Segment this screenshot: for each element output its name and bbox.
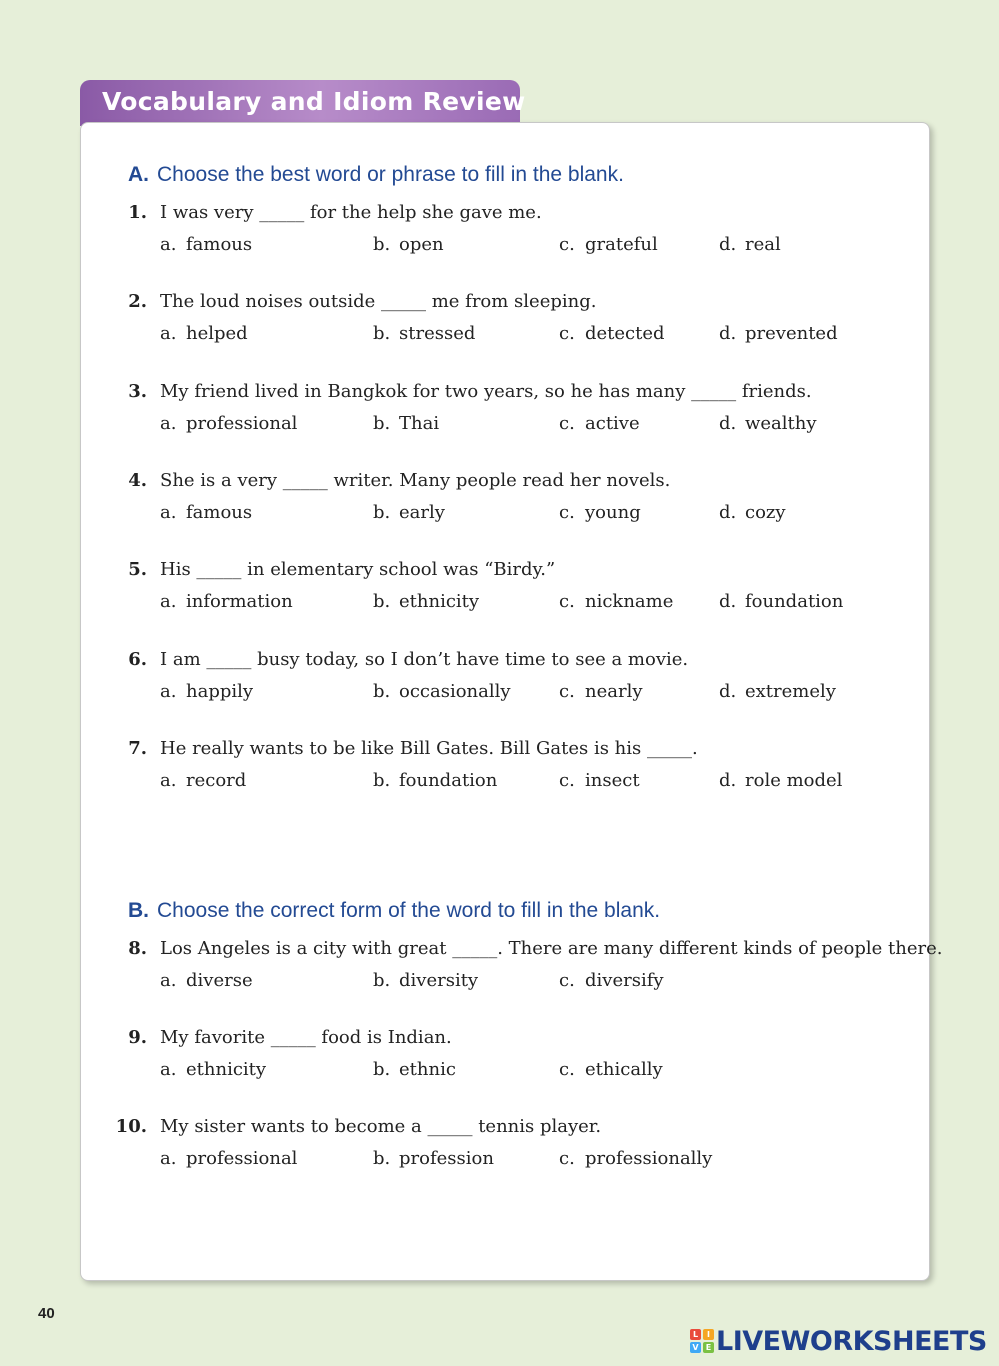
question-number: 9. [128, 1027, 147, 1048]
option-c[interactable]: c. active [559, 413, 640, 434]
option-c[interactable]: c. professionally [559, 1148, 713, 1169]
option-b[interactable]: b. open [373, 234, 444, 255]
option-c[interactable]: c. grateful [559, 234, 658, 255]
option-a[interactable]: a. record [160, 770, 247, 791]
option-b[interactable]: b. Thai [373, 413, 440, 434]
liveworksheets-brand[interactable] [690, 1326, 990, 1358]
question-number: 5. [128, 559, 147, 580]
question-7 [81, 738, 929, 808]
page-number: 40 [38, 1305, 55, 1322]
option-c[interactable]: c. nickname [559, 591, 674, 612]
option-b[interactable]: b. ethnic [373, 1059, 456, 1080]
section-a-letter: A. [128, 163, 149, 186]
question-number: 10. [115, 1116, 147, 1137]
question-text: The loud noises outside _____ me from sleeping. [160, 291, 597, 312]
question-text: My favorite _____ food is Indian. [160, 1027, 452, 1048]
question-number: 8. [128, 938, 147, 959]
option-d[interactable]: d. cozy [719, 502, 786, 523]
option-c[interactable]: c. insect [559, 770, 640, 791]
option-c[interactable]: c. nearly [559, 681, 643, 702]
option-c[interactable]: c. detected [559, 323, 665, 344]
question-text: My friend lived in Bangkok for two years, so he has many _____ friends. [160, 381, 812, 402]
option-b[interactable]: b. profession [373, 1148, 494, 1169]
option-b[interactable]: b. occasionally [373, 681, 511, 702]
section-a-instruction: Choose the best word or phrase to fill in the blank. [157, 163, 624, 186]
section-a-heading [128, 163, 624, 187]
section-b-instruction: Choose the correct form of the word to fill in the blank. [157, 899, 661, 922]
option-d[interactable]: d. extremely [719, 681, 836, 702]
question-4 [81, 470, 929, 540]
option-b[interactable]: b. stressed [373, 323, 476, 344]
option-d[interactable]: d. wealthy [719, 413, 817, 434]
question-9 [81, 1027, 929, 1097]
question-text: He really wants to be like Bill Gates. Bill Gates is his _____. [160, 738, 698, 759]
option-d[interactable]: d. prevented [719, 323, 838, 344]
worksheet-card [80, 122, 943, 1281]
question-text: His _____ in elementary school was “Birdy.” [160, 559, 556, 580]
question-number: 7. [128, 738, 147, 759]
question-5 [81, 559, 929, 629]
option-a[interactable]: a. happily [160, 681, 254, 702]
question-text: She is a very _____ writer. Many people read her novels. [160, 470, 671, 491]
option-a[interactable]: a. professional [160, 413, 298, 434]
question-8 [81, 938, 943, 1008]
option-a[interactable]: a. helped [160, 323, 248, 344]
question-10 [81, 1116, 929, 1186]
option-a[interactable]: a. famous [160, 234, 253, 255]
option-c[interactable]: c. young [559, 502, 641, 523]
question-number: 4. [128, 470, 147, 491]
option-b[interactable]: b. ethnicity [373, 591, 480, 612]
page-title: Vocabulary and Idiom Review [102, 87, 526, 116]
question-number: 3. [128, 381, 147, 402]
question-text: My sister wants to become a _____ tennis player. [160, 1116, 602, 1137]
option-a[interactable]: a. ethnicity [160, 1059, 267, 1080]
option-b[interactable]: b. early [373, 502, 445, 523]
question-text: I was very _____ for the help she gave me. [160, 202, 542, 223]
option-a[interactable]: a. professional [160, 1148, 298, 1169]
brand-name: LIVEWORKSHEETS [716, 1326, 987, 1357]
question-number: 2. [128, 291, 147, 312]
option-b[interactable]: b. diversity [373, 970, 479, 991]
option-a[interactable]: a. diverse [160, 970, 253, 991]
option-d[interactable]: d. role model [719, 770, 843, 791]
question-text: Los Angeles is a city with great _____. There are many different kinds of people there. [160, 938, 943, 959]
option-d[interactable]: d. real [719, 234, 781, 255]
question-1 [81, 202, 929, 272]
question-3 [81, 381, 929, 451]
section-b-letter: B. [128, 899, 149, 922]
option-a[interactable]: a. famous [160, 502, 253, 523]
option-a[interactable]: a. information [160, 591, 293, 612]
question-number: 1. [128, 202, 147, 223]
option-c[interactable]: c. ethically [559, 1059, 663, 1080]
liveworksheets-logo-icon: L I V E [690, 1329, 714, 1353]
section-title-tab [80, 80, 526, 126]
question-text: I am _____ busy today, so I don’t have time to see a movie. [160, 649, 689, 670]
option-c[interactable]: c. diversify [559, 970, 664, 991]
section-b-heading [128, 899, 660, 923]
option-d[interactable]: d. foundation [719, 591, 844, 612]
question-number: 6. [128, 649, 147, 670]
question-6 [81, 649, 929, 719]
option-b[interactable]: b. foundation [373, 770, 498, 791]
question-2 [81, 291, 929, 361]
